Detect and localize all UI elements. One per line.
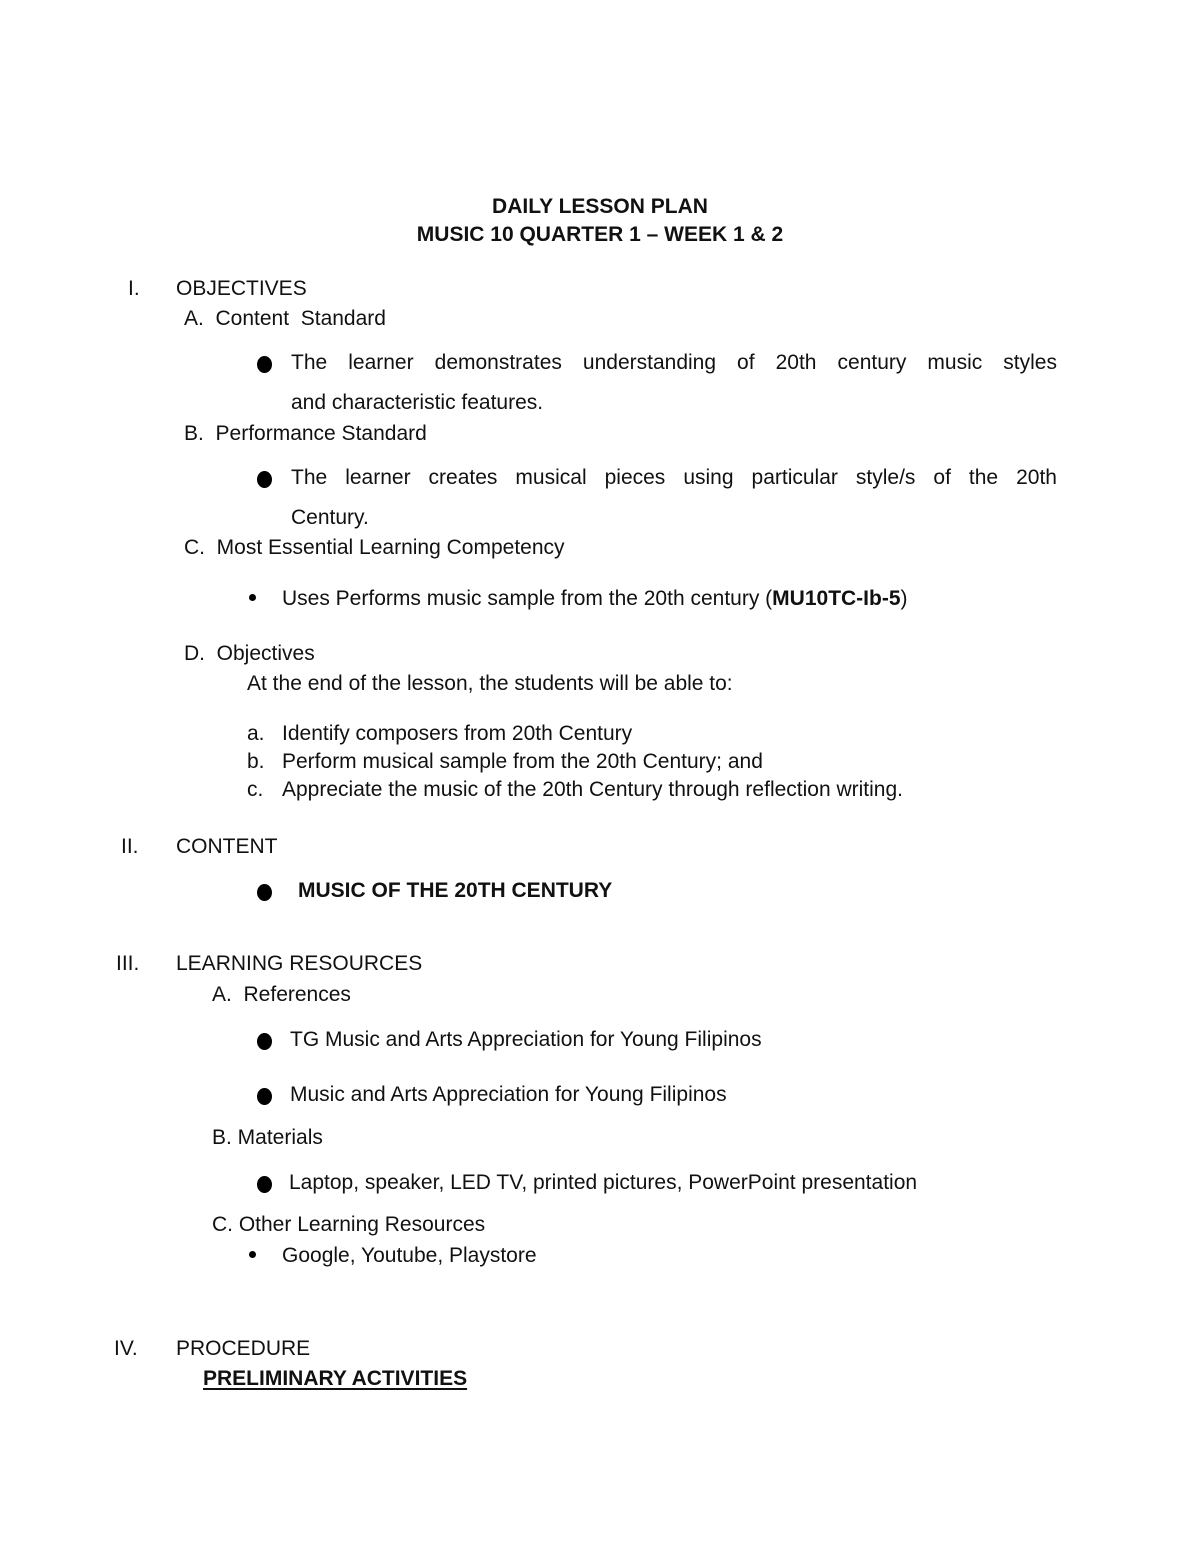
bullet-icon — [249, 1251, 256, 1258]
section-numeral-4: IV. — [114, 1337, 138, 1360]
objectives-intro: At the end of the lesson, the students will be able to: — [247, 672, 733, 695]
section-title-procedure: PROCEDURE — [176, 1337, 311, 1360]
objectives-label: D. Objectives — [184, 642, 315, 665]
bullet-icon — [257, 1176, 272, 1193]
section-title-learning-resources: LEARNING RESOURCES — [176, 952, 423, 975]
content-standard-label: A. Content Standard — [184, 307, 386, 330]
performance-standard-text-line2: Century. — [291, 506, 369, 529]
bullet-icon — [257, 1088, 272, 1105]
content-topic: MUSIC OF THE 20TH CENTURY — [298, 879, 613, 902]
objective-item: Identify composers from 20th Century — [282, 722, 633, 745]
document-subtitle: MUSIC 10 QUARTER 1 – WEEK 1 & 2 — [416, 223, 784, 246]
content-standard-text-line2: and characteristic features. — [291, 391, 544, 414]
materials-item: Laptop, speaker, LED TV, printed pictures, PowerPoint presentation — [289, 1171, 918, 1194]
references-label: A. References — [212, 983, 351, 1006]
bullet-icon — [257, 356, 272, 373]
content-standard-text-line1: The learner demonstrates understanding of 20th century music styles — [291, 351, 1057, 374]
bullet-icon — [257, 471, 272, 488]
objective-item: Appreciate the music of the 20th Century through reflection writing. — [282, 778, 903, 801]
melc-label: C. Most Essential Learning Competency — [184, 536, 565, 559]
other-resources-label: C. Other Learning Resources — [212, 1213, 486, 1236]
melc-text: Uses Performs music sample from the 20th century (MU10TC-Ib-5) — [282, 587, 908, 610]
preliminary-activities-heading: PRELIMINARY ACTIVITIES — [203, 1367, 468, 1390]
melc-code: MU10TC-Ib-5 — [772, 587, 901, 610]
section-numeral-1: I. — [128, 277, 140, 300]
performance-standard-label: B. Performance Standard — [184, 422, 427, 445]
section-numeral-2: II. — [121, 835, 139, 858]
reference-item: TG Music and Arts Appreciation for Young Filipinos — [290, 1028, 762, 1051]
objective-marker: a. — [247, 722, 265, 745]
performance-standard-text-line1: The learner creates musical pieces using particular style/s of the 20th — [291, 466, 1057, 489]
objective-marker: c. — [247, 778, 264, 801]
materials-label: B. Materials — [212, 1126, 323, 1149]
objective-item: Perform musical sample from the 20th Century; and — [282, 750, 763, 773]
other-resources-item: Google, Youtube, Playstore — [282, 1244, 537, 1267]
section-title-objectives: OBJECTIVES — [176, 277, 307, 300]
objective-marker: b. — [247, 750, 265, 773]
bullet-icon — [249, 594, 256, 601]
section-title-content: CONTENT — [176, 835, 278, 858]
document-title: DAILY LESSON PLAN — [492, 195, 708, 218]
reference-item: Music and Arts Appreciation for Young Filipinos — [290, 1083, 727, 1106]
bullet-icon — [257, 884, 272, 901]
bullet-icon — [257, 1033, 272, 1050]
section-numeral-3: III. — [116, 952, 140, 975]
